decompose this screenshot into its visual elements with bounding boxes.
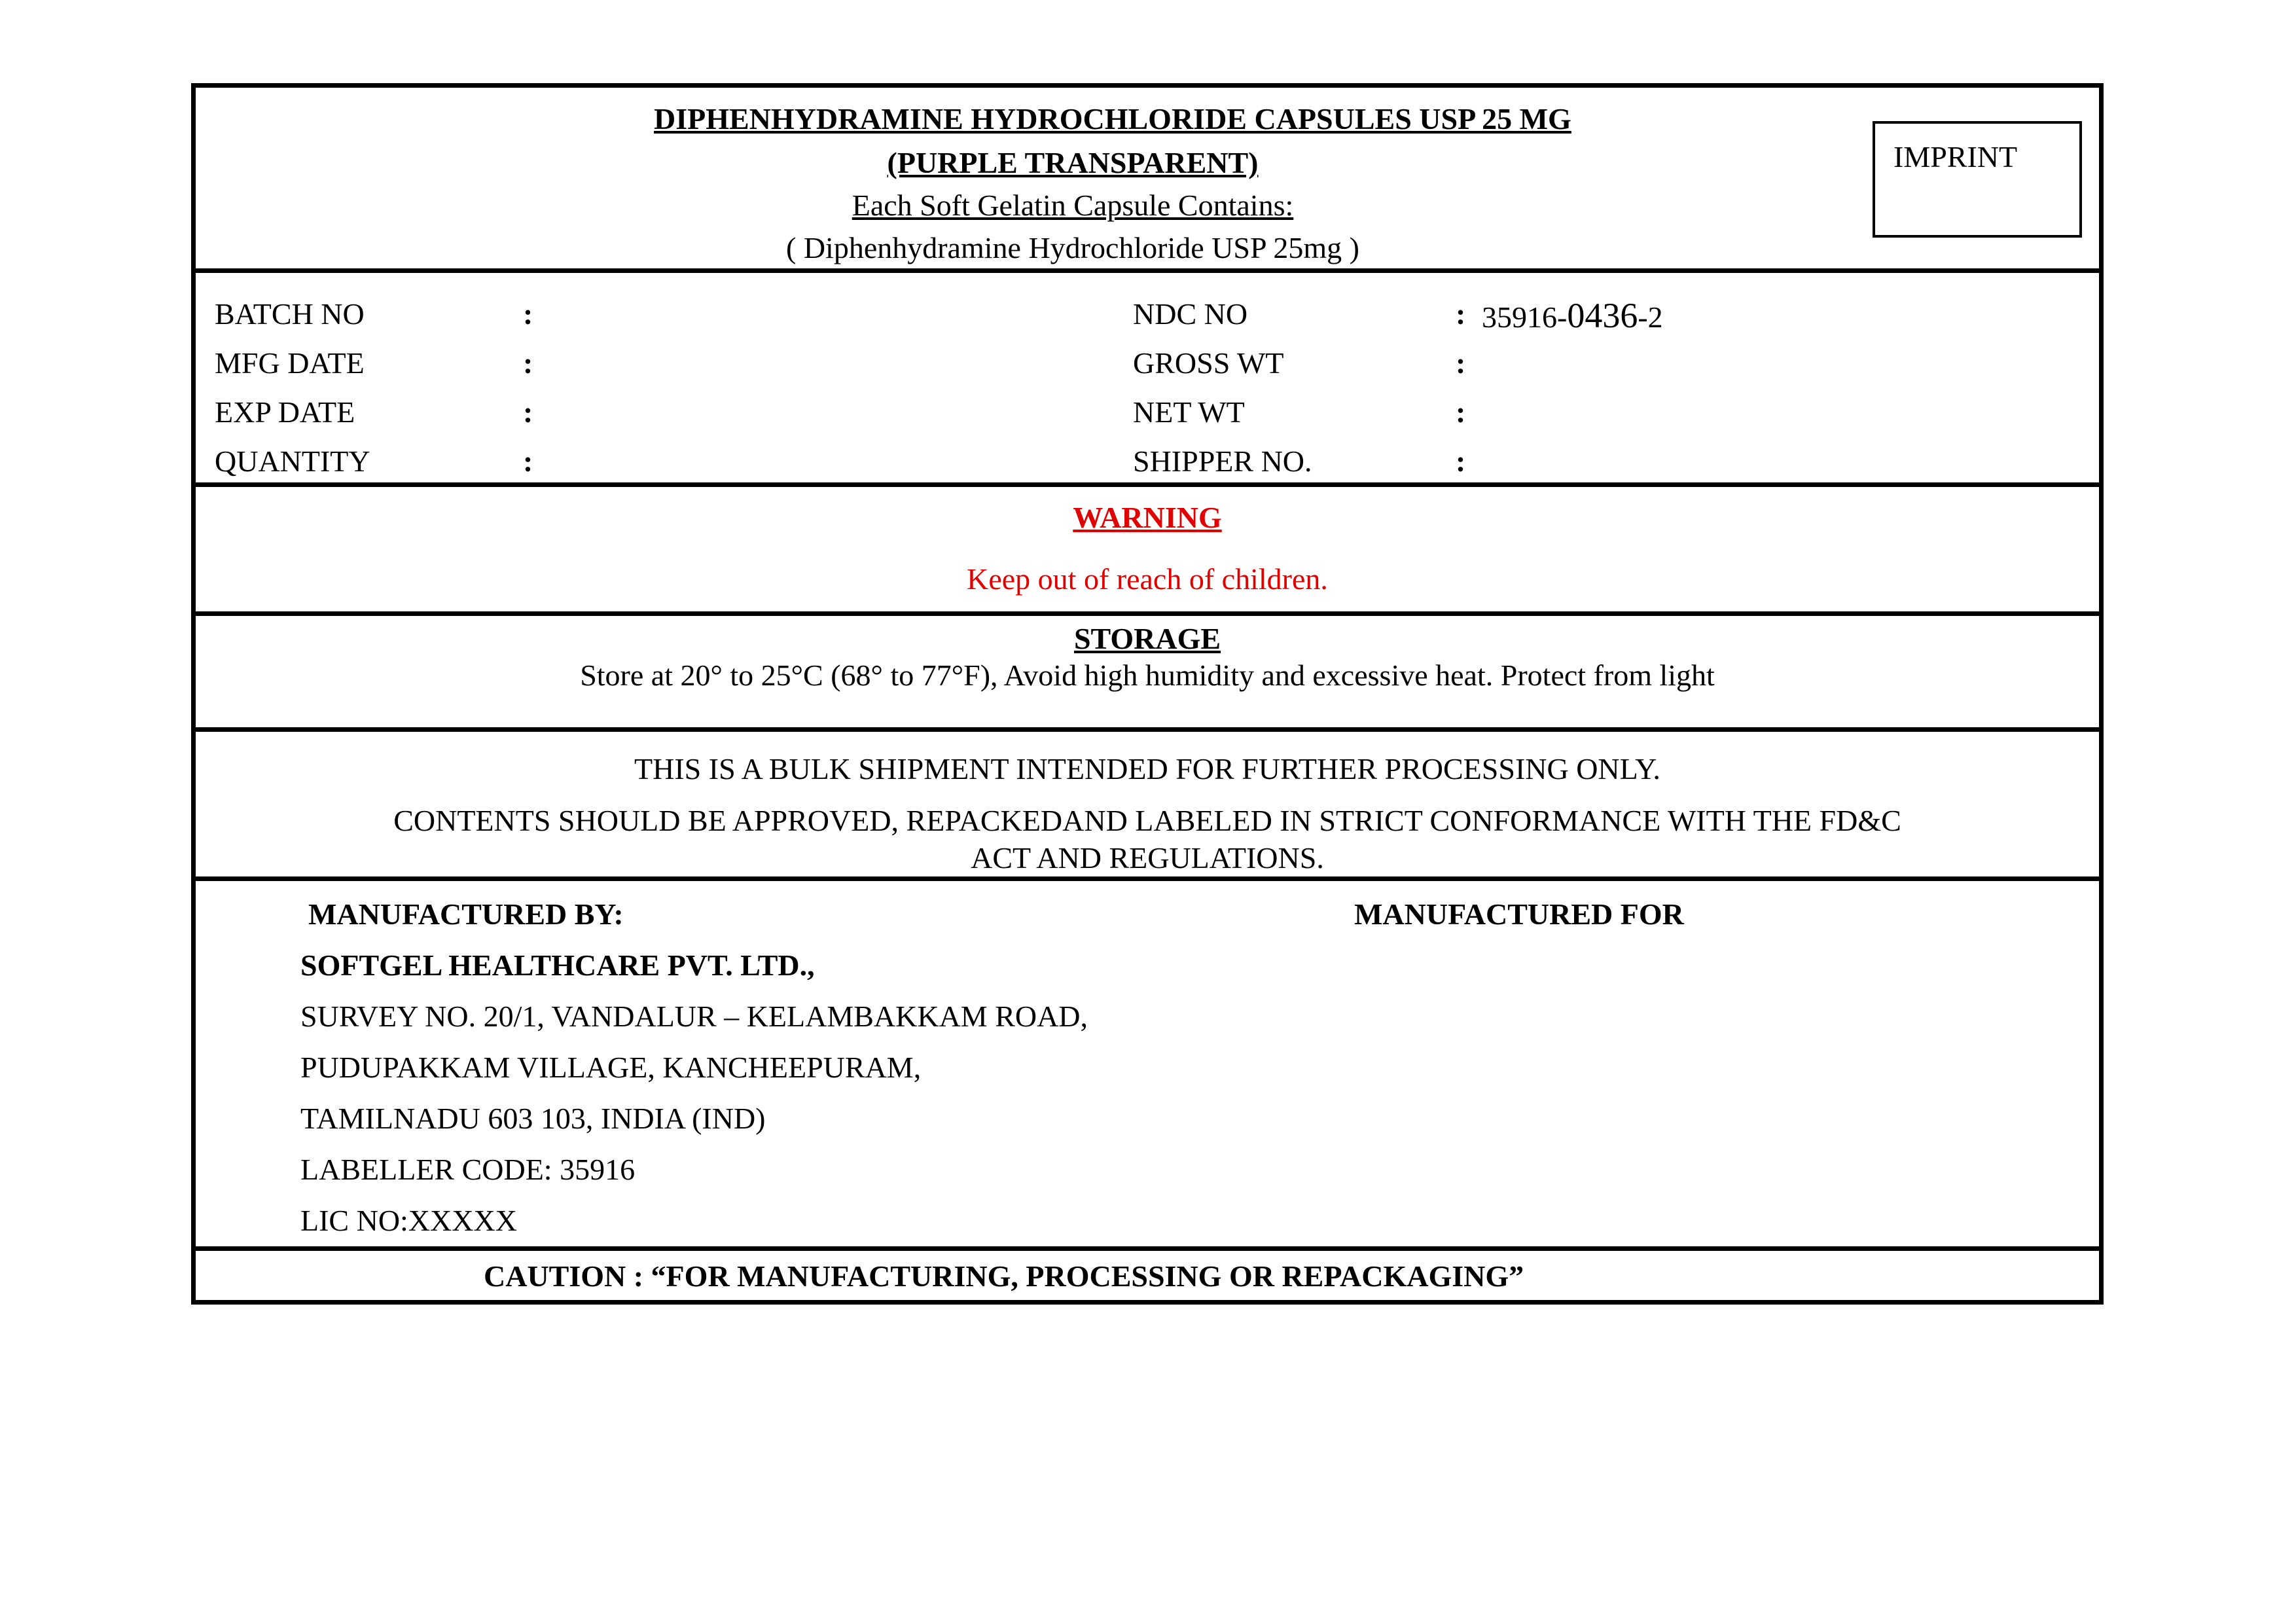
ingredient-line: ( Diphenhydramine Hydrochloride USP 25mg ) xyxy=(786,231,1359,264)
product-label xyxy=(191,83,2104,1305)
ndc-main: 0436 xyxy=(1567,296,1638,335)
license-number: LIC NO:XXXXX xyxy=(300,1204,517,1237)
divider xyxy=(196,876,2099,881)
ndc-no-label: NDC NO xyxy=(1133,297,1248,331)
product-subtitle: (PURPLE TRANSPARENT) xyxy=(887,146,1259,179)
details-section xyxy=(196,273,2099,482)
ndc-no-value xyxy=(1482,298,1663,333)
divider xyxy=(196,1246,2099,1251)
quantity-label: QUANTITY xyxy=(215,444,370,478)
address-line-1: SURVEY NO. 20/1, VANDALUR – KELAMBAKKAM ROAD, xyxy=(300,1000,1088,1033)
contains-label: Each Soft Gelatin Capsule Contains: xyxy=(852,189,1294,222)
imprint-box xyxy=(1873,121,2082,238)
ndc-prefix: 35916- xyxy=(1482,300,1568,334)
header-section xyxy=(196,88,2099,271)
address-line-3: TAMILNADU 603 103, INDIA (IND) xyxy=(300,1102,766,1135)
divider xyxy=(196,727,2099,732)
product-title: DIPHENHYDRAMINE HYDROCHLORIDE CAPSULES USP 25 MG xyxy=(654,102,1571,135)
manufacturer-section xyxy=(196,881,2099,1248)
gross-wt-sep: : xyxy=(1456,346,1466,380)
divider xyxy=(196,268,2099,273)
net-wt-sep: : xyxy=(1456,395,1466,429)
shipper-no-sep: : xyxy=(1456,444,1466,478)
imprint-label: IMPRINT xyxy=(1893,140,2018,173)
bulk-line-3: ACT AND REGULATIONS. xyxy=(971,841,1324,875)
gross-wt-label: GROSS WT xyxy=(1133,346,1284,380)
bulk-line-1: THIS IS A BULK SHIPMENT INTENDED FOR FURTHER PROCESSING ONLY. xyxy=(634,752,1660,785)
divider xyxy=(196,611,2099,616)
net-wt-label: NET WT xyxy=(1133,395,1245,429)
ndc-suffix: -2 xyxy=(1638,300,1663,334)
divider xyxy=(196,482,2099,487)
caution-text: CAUTION : “FOR MANUFACTURING, PROCESSING OR REPACKAGING” xyxy=(484,1259,1524,1293)
mfg-date-label: MFG DATE xyxy=(215,346,365,380)
batch-no-sep: : xyxy=(523,297,533,331)
caution-section xyxy=(196,1251,2099,1305)
storage-section xyxy=(196,616,2099,727)
warning-text: Keep out of reach of children. xyxy=(967,562,1328,596)
batch-no-label: BATCH NO xyxy=(215,297,365,331)
mfg-date-sep: : xyxy=(523,346,533,380)
address-line-2: PUDUPAKKAM VILLAGE, KANCHEEPURAM, xyxy=(300,1051,922,1084)
storage-heading: STORAGE xyxy=(1073,622,1221,655)
exp-date-label: EXP DATE xyxy=(215,395,355,429)
storage-text: Store at 20° to 25°C (68° to 77°F), Avoid high humidity and excessive heat. Protect from light xyxy=(580,659,1715,692)
exp-date-sep: : xyxy=(523,395,533,429)
shipper-no-label: SHIPPER NO. xyxy=(1133,444,1312,478)
labeller-code: LABELLER CODE: 35916 xyxy=(300,1153,636,1186)
manufactured-by-heading: MANUFACTURED BY: xyxy=(308,897,624,931)
bulk-line-2: CONTENTS SHOULD BE APPROVED, REPACKEDAND LABELED IN STRICT CONFORMANCE WITH THE FD&C xyxy=(393,804,1901,837)
bulk-section xyxy=(196,732,2099,876)
manufactured-for-heading: MANUFACTURED FOR xyxy=(1354,897,1684,931)
ndc-no-sep: : xyxy=(1456,297,1466,331)
warning-section xyxy=(196,487,2099,611)
company-name: SOFTGEL HEALTHCARE PVT. LTD., xyxy=(300,948,815,982)
quantity-sep: : xyxy=(523,444,533,478)
warning-heading: WARNING xyxy=(1073,501,1222,534)
